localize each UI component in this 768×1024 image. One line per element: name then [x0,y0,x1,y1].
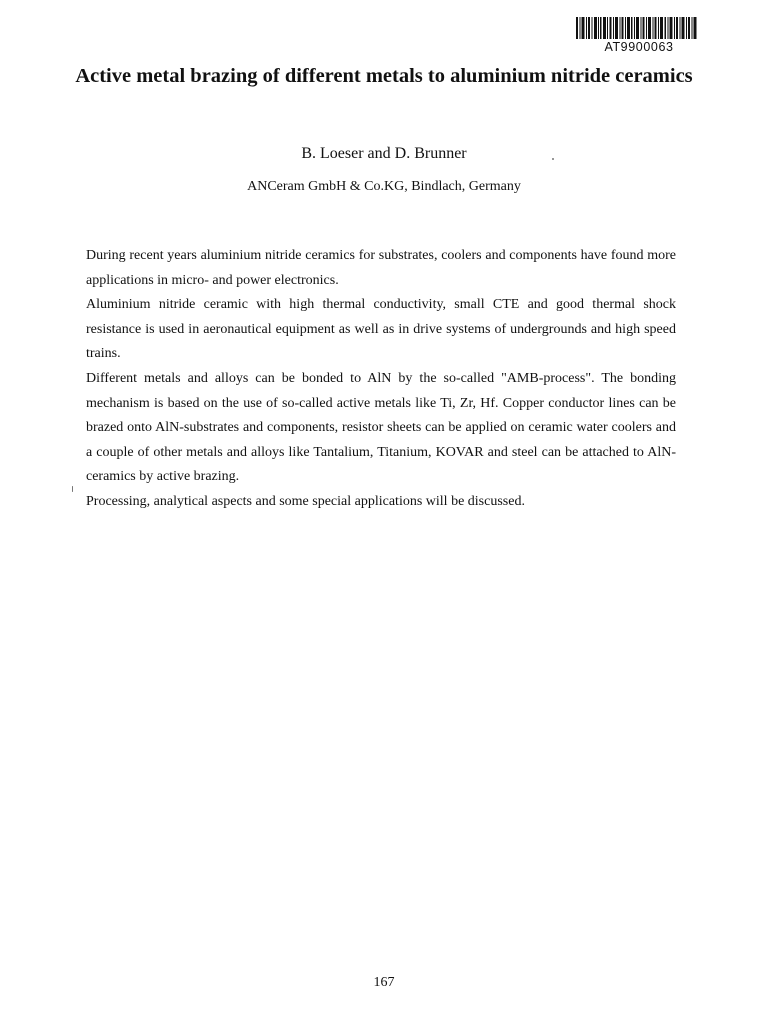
abstract-paragraph: During recent years aluminium nitride ceramics for substrates, coolers and components have found more applications in micro- and power electronics. [86,248,676,288]
authors: B. Loeser and D. Brunner [301,145,467,162]
abstract-paragraph: Aluminium nitride ceramic with high thermal conductivity, small CTE and good thermal shock resistance is used in aeronautical equipment as well as in drive systems of undergrounds and high speed trains. [86,297,676,362]
report-number: AT9900063 [604,40,674,54]
abstract [86,244,676,515]
page-number: 167 [373,975,395,990]
paper-title: Active metal brazing of different metals to aluminium nitride ceramics [75,65,693,87]
barcode [576,17,698,39]
scan-speck [552,158,554,160]
abstract-paragraph: Different metals and alloys can be bonded to AlN by the so-called "AMB-process". The bonding mechanism is based on the use of so-called active metals like Ti, Zr, Hf. Copper conductor lines can be brazed onto AlN-substrates and components, resistor sheets can be applied on ceramic water coolers and a couple of other metals and alloys like Tantalium, Titanium, KOVAR and steel can be attached to AlN-ceramics by active brazing. [86,370,676,485]
affiliation: ANCeram GmbH & Co.KG, Bindlach, Germany [247,179,521,194]
abstract-paragraph: Processing, analytical aspects and some special applications will be discussed. [86,493,525,509]
scan-speck [72,486,73,492]
